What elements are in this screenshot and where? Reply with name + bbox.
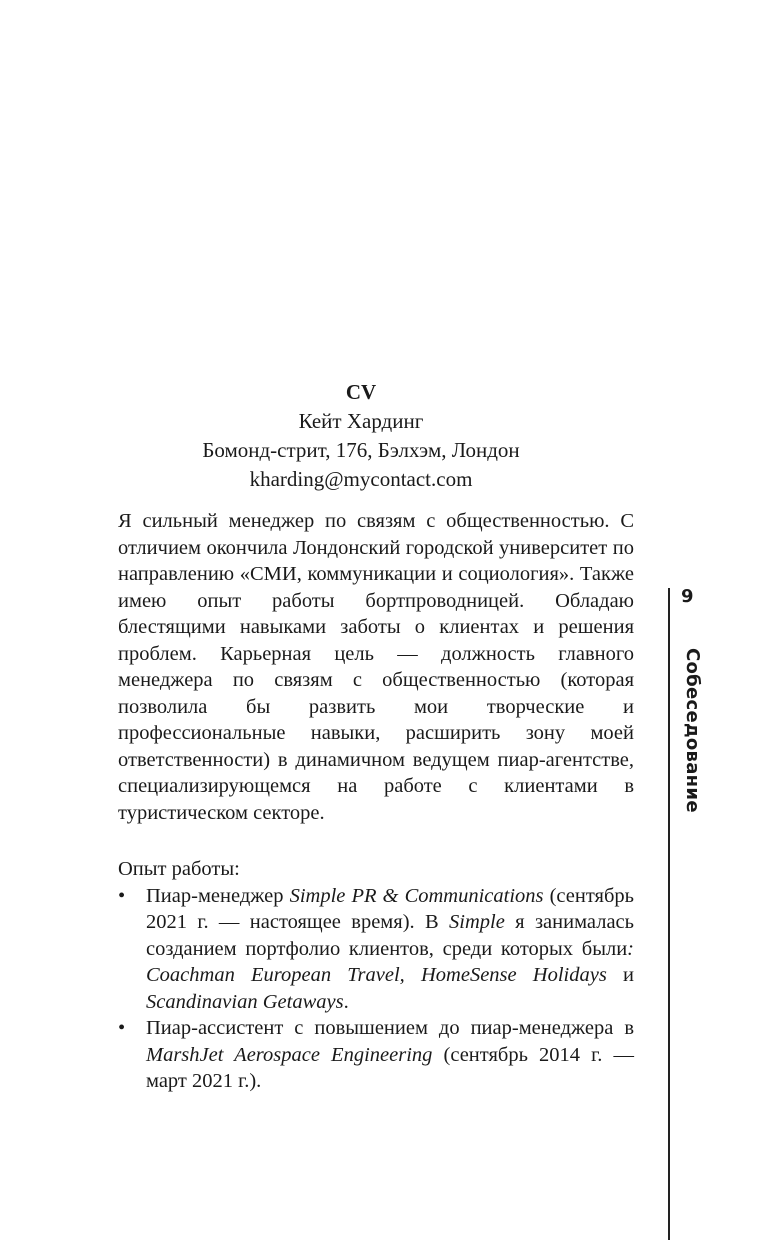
summary-paragraph: Я сильный менеджер по связям с общественностью. С отличием окончила Лондонский городской университет по направлению «СМИ, коммуникации и социология». Также имею опыт работы бортпроводницей. Обладаю блестящими навыками заботы о клиентах и решения проблем. Карьерная цель — должность главного менеджера по связям с общественностью (которая позволила бы развить мои творческие и профессиональные навыки, расширить зону моей ответственности) в динамичном ведущем пиар-агентстве, специализирующемся на работе с клиентами в туристическом секторе. (118, 510, 634, 824)
cv-header (118, 378, 604, 494)
bullet-icon: • (118, 1017, 126, 1039)
company-name: MarshJet Aerospace Engineering (146, 1043, 433, 1066)
client-name: Scandinavian Getaways (146, 990, 344, 1013)
company-name: Simple PR & Communications (289, 884, 544, 907)
item-text: . (343, 990, 349, 1013)
cv-title: CV (345, 380, 377, 404)
company-short-name: Simple (449, 911, 505, 933)
chapter-title: Собеседование (682, 648, 703, 813)
experience-item (118, 1015, 634, 1095)
item-text: Пиар-менеджер (146, 884, 290, 907)
experience-section (118, 856, 634, 1095)
bullet-icon: • (118, 884, 126, 907)
experience-heading: Опыт работы: (118, 858, 240, 880)
item-text: Пиар-ассистент с повышением до пиар-менеджера в (146, 1017, 634, 1039)
experience-item (118, 883, 634, 1016)
item-text: я занималась созданием портфолио клиентов, среди которых были (146, 911, 634, 960)
margin-rule (668, 588, 670, 1240)
item-text: и (606, 964, 634, 986)
cv-name: Кейт Хардинг (298, 409, 424, 433)
item-text: (сентябрь 2014 г. — март 2021 г.). (146, 1043, 634, 1092)
cv-email: kharding@mycontact.com (249, 467, 473, 491)
cv-address: Бомонд-стрит, 176, Бэлхэм, Лондон (202, 438, 520, 462)
client-list: : Coachman European Travel, HomeSense Holidays (146, 937, 634, 986)
page-number: 9 (681, 586, 694, 607)
item-text: (сентябрь 2021 г. — настоящее время). В (146, 884, 634, 933)
